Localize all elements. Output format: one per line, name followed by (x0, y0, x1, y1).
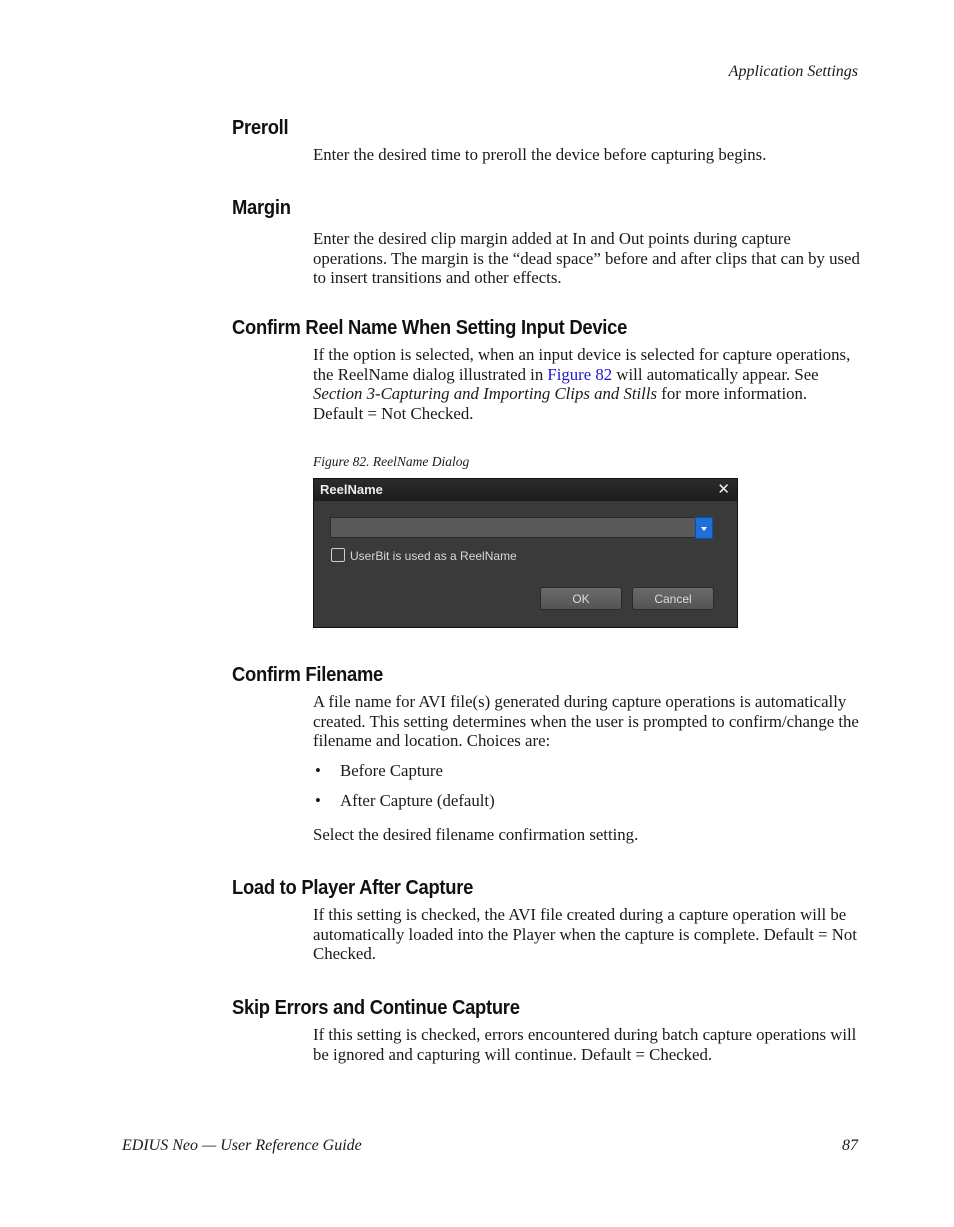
section-text: Enter the desired clip margin added at In and Out points during capture operations. The margin is the “dead space” before and after clips that can by used to insert transitions and other effects. (313, 229, 860, 288)
section-text: If the option is selected, when an input device is selected for capture operations, the ReelName dialog illustrated in Figure 82 will automatically appear. See Section 3-Capturing and Importing Clips and Stills for more information. Default = Not Checked. (313, 345, 851, 424)
userbit-checkbox-label: UserBit is used as a ReelName (350, 549, 517, 563)
userbit-checkbox[interactable] (331, 548, 345, 562)
dialog-titlebar (314, 479, 737, 501)
section-title: Margin (232, 197, 291, 219)
figure-caption: Figure 82. ReelName Dialog (313, 454, 470, 469)
section-confirm-filename (232, 663, 860, 844)
section-confirm-reel (232, 316, 860, 424)
ok-button[interactable]: OK (540, 587, 622, 610)
cancel-button[interactable]: Cancel (632, 587, 714, 610)
list-item: • After Capture (default) (313, 791, 861, 811)
section-preroll (232, 116, 860, 165)
section-text: Enter the desired time to preroll the device before capturing begins. (313, 145, 767, 164)
section-text: If this setting is checked, errors encountered during batch capture operations will be ignored and capturing will continue. Default = Checked. (313, 1025, 857, 1064)
section-text-after: Select the desired filename confirmation setting. (313, 824, 639, 844)
list-item: • Before Capture (313, 761, 861, 781)
section-margin (232, 196, 860, 288)
section-title: Preroll (232, 117, 289, 139)
section-title: Confirm Reel Name When Setting Input Device (232, 317, 628, 339)
running-head: Application Settings (728, 63, 858, 80)
chevron-down-icon[interactable] (695, 517, 713, 539)
section-text: If this setting is checked, the AVI file created during a capture operation will be automatically loaded into the Player when the capture is complete. Default = Not Checked. (313, 905, 857, 964)
figure-link[interactable]: Figure 82 (547, 364, 613, 384)
page-number: 87 (842, 1137, 858, 1154)
section-title: Skip Errors and Continue Capture (232, 997, 520, 1019)
section-text: A file name for AVI file(s) generated during capture operations is automatically created. This setting determines when the user is prompted to confirm/change the filename and location. Choices are: (313, 692, 859, 751)
section-skip-errors (232, 996, 860, 1064)
reelname-dialog (313, 478, 738, 628)
section-reference: Section 3-Capturing and Importing Clips and Stills (313, 384, 658, 404)
reelname-combo[interactable] (330, 517, 713, 538)
section-title: Load to Player After Capture (232, 877, 474, 899)
dialog-title: ReelName (320, 482, 383, 497)
section-title: Confirm Filename (232, 664, 383, 686)
choices-list (313, 761, 861, 810)
section-load-player (232, 876, 860, 964)
footer-title: EDIUS Neo — User Reference Guide (122, 1137, 362, 1154)
close-icon[interactable]: ✕ (717, 481, 730, 498)
